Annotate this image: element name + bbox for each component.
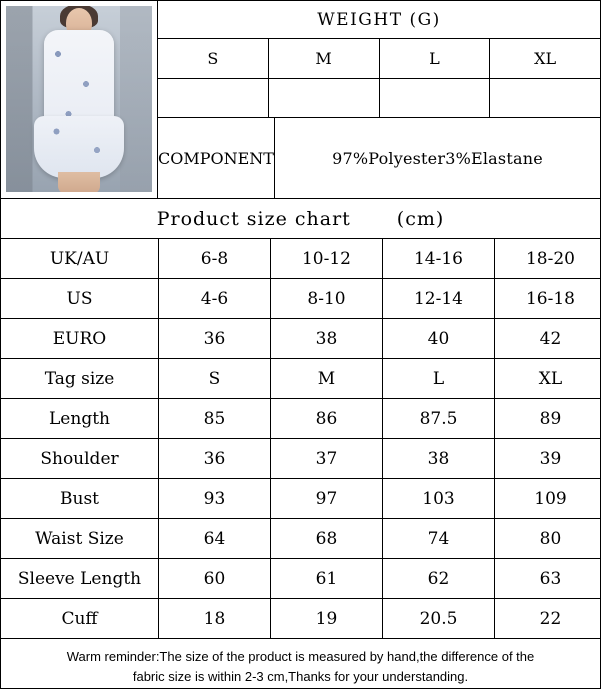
shoulder-l: 38	[383, 439, 495, 479]
row-label-length: Length	[1, 399, 159, 439]
weight-size-header-s: S	[158, 39, 269, 78]
row-label-uk-au: UK/AU	[1, 239, 159, 279]
chart-unit-label: (cm)	[397, 208, 444, 230]
component-label: COMPONENT	[158, 118, 275, 198]
warm-reminder-line-2: fabric size is within 2-3 cm,Thanks for your understanding.	[133, 667, 468, 687]
tag-size-m: M	[271, 359, 383, 399]
weight-size-header-xl: XL	[490, 39, 600, 78]
table-row	[1, 319, 601, 359]
row-label-waist-size: Waist Size	[1, 519, 159, 559]
length-l: 87.5	[383, 399, 495, 439]
weight-value-l	[380, 79, 491, 117]
shoulder-xl: 39	[495, 439, 601, 479]
bust-xl: 109	[495, 479, 601, 519]
weight-value-xl	[490, 79, 600, 117]
uk-au-s: 6-8	[159, 239, 271, 279]
row-label-sleeve-length: Sleeve Length	[1, 559, 159, 599]
sleeve-length-xl: 63	[495, 559, 601, 599]
waist-size-l: 74	[383, 519, 495, 559]
us-m: 8-10	[271, 279, 383, 319]
waist-size-m: 68	[271, 519, 383, 559]
size-measurements-table	[1, 239, 601, 639]
bust-m: 97	[271, 479, 383, 519]
warm-reminder-line-1: Warm reminder:The size of the product is measured by hand,the difference of the	[67, 647, 535, 667]
row-label-bust: Bust	[1, 479, 159, 519]
uk-au-l: 14-16	[383, 239, 495, 279]
shoulder-m: 37	[271, 439, 383, 479]
us-l: 12-14	[383, 279, 495, 319]
waist-size-s: 64	[159, 519, 271, 559]
table-row	[1, 239, 601, 279]
table-row	[1, 439, 601, 479]
product-size-chart-title	[1, 199, 600, 239]
us-xl: 16-18	[495, 279, 601, 319]
product-photo	[6, 6, 152, 192]
row-label-cuff: Cuff	[1, 599, 159, 639]
uk-au-xl: 18-20	[495, 239, 601, 279]
bust-l: 103	[383, 479, 495, 519]
tag-size-l: L	[383, 359, 495, 399]
table-row	[1, 519, 601, 559]
weight-table	[158, 1, 600, 198]
tag-size-s: S	[159, 359, 271, 399]
table-row	[1, 399, 601, 439]
cuff-l: 20.5	[383, 599, 495, 639]
weight-size-header-m: M	[269, 39, 380, 78]
warm-reminder-note	[1, 639, 600, 695]
cuff-xl: 22	[495, 599, 601, 639]
weight-and-component-section	[1, 1, 600, 199]
table-row	[1, 359, 601, 399]
weight-size-header-l: L	[380, 39, 491, 78]
product-photo-cell	[1, 1, 158, 198]
sleeve-length-s: 60	[159, 559, 271, 599]
row-label-euro: EURO	[1, 319, 159, 359]
chart-title-text: Product size chart	[157, 208, 351, 230]
row-label-shoulder: Shoulder	[1, 439, 159, 479]
weight-value-m	[269, 79, 380, 117]
sleeve-length-l: 62	[383, 559, 495, 599]
row-label-tag-size: Tag size	[1, 359, 159, 399]
weight-value-s	[158, 79, 269, 117]
length-s: 85	[159, 399, 271, 439]
table-row	[1, 279, 601, 319]
table-row	[1, 559, 601, 599]
sleeve-length-m: 61	[271, 559, 383, 599]
row-label-us: US	[1, 279, 159, 319]
floral-dress-skirt	[34, 116, 124, 178]
shoulder-s: 36	[159, 439, 271, 479]
waist-size-xl: 80	[495, 519, 601, 559]
weight-title: WEIGHT (G)	[158, 1, 600, 39]
model-legs	[58, 172, 100, 192]
cuff-m: 19	[271, 599, 383, 639]
weight-values-row	[158, 79, 600, 118]
length-m: 86	[271, 399, 383, 439]
table-row	[1, 599, 601, 639]
euro-l: 40	[383, 319, 495, 359]
euro-m: 38	[271, 319, 383, 359]
length-xl: 89	[495, 399, 601, 439]
component-row	[158, 118, 600, 198]
euro-xl: 42	[495, 319, 601, 359]
cuff-s: 18	[159, 599, 271, 639]
tag-size-xl: XL	[495, 359, 601, 399]
us-s: 4-6	[159, 279, 271, 319]
bust-s: 93	[159, 479, 271, 519]
weight-size-header-row	[158, 39, 600, 79]
uk-au-m: 10-12	[271, 239, 383, 279]
table-row	[1, 479, 601, 519]
component-value: 97%Polyester3%Elastane	[275, 118, 600, 198]
euro-s: 36	[159, 319, 271, 359]
